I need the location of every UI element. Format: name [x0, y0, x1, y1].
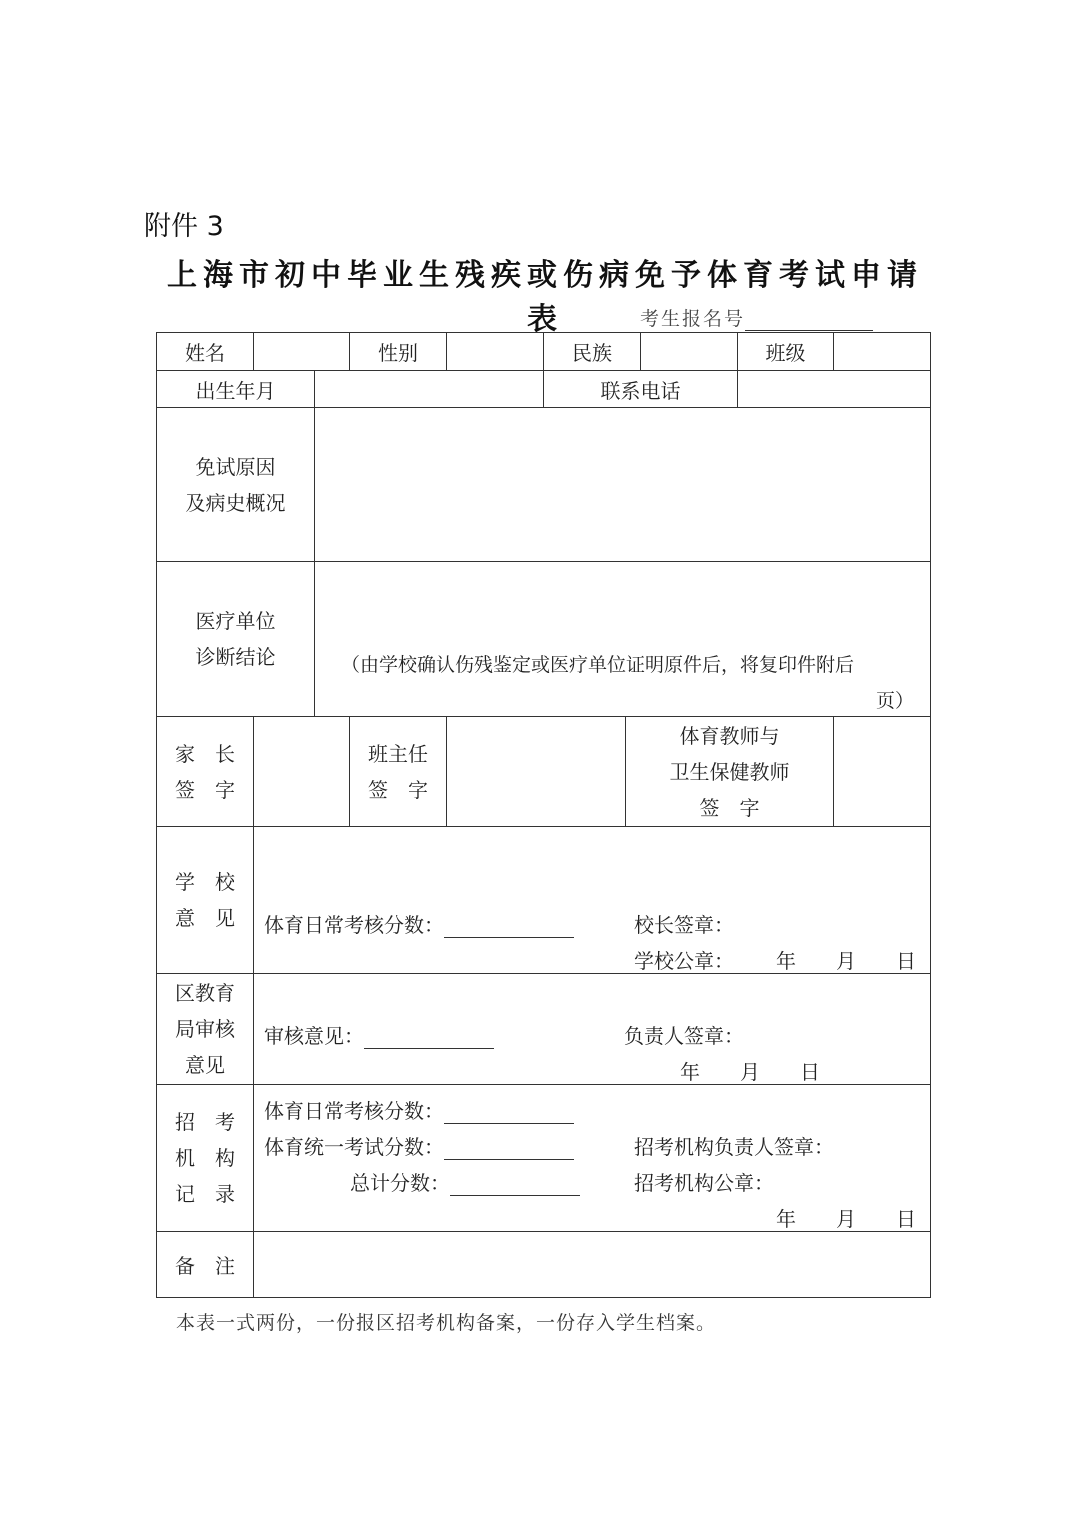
exam-date: 年 月 日: [776, 1207, 916, 1231]
district-opinion-label: 审核意见：: [264, 1024, 364, 1048]
row-signatures: [157, 717, 931, 827]
row-birth-phone: [157, 371, 931, 408]
parent-sign-label: [157, 717, 254, 827]
exam-daily-label: 体育日常考核分数：: [264, 1099, 444, 1123]
school-label: [157, 827, 254, 974]
district-label-line1: 区教育: [175, 981, 235, 1005]
row-basic-info: [157, 333, 931, 371]
district-label: [157, 974, 254, 1085]
remarks-label: 备 注: [157, 1232, 254, 1298]
exam-label: [157, 1085, 254, 1232]
exam-total-label: 总计分数：: [350, 1171, 450, 1195]
reason-label-line1: 免试原因: [195, 454, 276, 479]
form-title: 上海市初中毕业生残疾或伤病免予体育考试申请表: [167, 258, 923, 337]
reason-label: [157, 408, 315, 562]
pe-sign-field[interactable]: [834, 717, 931, 827]
exam-unified-label: 体育统一考试分数：: [264, 1135, 444, 1159]
remarks-field[interactable]: [254, 1232, 931, 1298]
medical-label-line2: 诊断结论: [195, 645, 276, 669]
footer-note: 本表一式两份，一份报区招考机构备案，一份存入学生档案。: [176, 1312, 717, 1334]
medical-note-line2: 页）: [875, 690, 914, 712]
exam-total-field[interactable]: [450, 1177, 580, 1196]
parent-label-line2: 签 字: [175, 777, 235, 802]
ethnicity-field[interactable]: [641, 333, 738, 371]
exam-daily-row: [264, 1095, 574, 1124]
school-score-field[interactable]: [444, 919, 574, 938]
row-school: [157, 827, 931, 974]
teacher-sign-field[interactable]: [447, 717, 626, 827]
exam-record-field[interactable]: [254, 1085, 931, 1232]
school-label-line1: 学 校: [175, 870, 235, 894]
district-opinion-row: [264, 1020, 494, 1049]
reason-label-line2: 及病史概况: [185, 490, 286, 515]
exam-daily-field[interactable]: [444, 1105, 574, 1124]
parent-sign-field[interactable]: [254, 717, 350, 827]
parent-label-line1: 家 长: [175, 741, 235, 766]
school-seal-label: 学校公章：: [634, 949, 734, 973]
pe-label-line1: 体育教师与: [679, 723, 780, 748]
medical-field[interactable]: [315, 562, 931, 717]
district-leader-label: 负责人签章：: [624, 1024, 744, 1048]
phone-label: 联系电话: [544, 371, 738, 408]
birth-label: 出生年月: [157, 371, 315, 408]
medical-note-line1: （由学校确认伤残鉴定或医疗单位证明原件后，将复印件附后: [341, 654, 855, 676]
pe-sign-label: [626, 717, 834, 827]
pe-label-line3: 签 字: [699, 795, 760, 820]
teacher-label-line1: 班主任: [368, 741, 428, 766]
teacher-sign-label: [350, 717, 447, 827]
school-opinion-field[interactable]: [254, 827, 931, 974]
class-label: 班级: [738, 333, 834, 371]
attachment-label: 附件 3: [144, 211, 224, 242]
reg-no-field[interactable]: [745, 312, 873, 331]
school-date: 年 月 日: [776, 949, 916, 973]
school-score-label: 体育日常考核分数：: [264, 913, 444, 937]
school-score-row: [264, 909, 574, 938]
exam-label-line1: 招 考: [175, 1110, 235, 1134]
gender-field[interactable]: [447, 333, 544, 371]
teacher-label-line2: 签 字: [368, 777, 428, 802]
district-opinion-field[interactable]: [254, 974, 931, 1085]
registration-number: [640, 304, 873, 331]
class-field[interactable]: [834, 333, 931, 371]
row-district: [157, 974, 931, 1085]
exam-total-row: [350, 1167, 580, 1196]
name-field[interactable]: [254, 333, 350, 371]
exam-seal-label: 招考机构公章：: [634, 1171, 774, 1195]
application-form: [156, 332, 931, 1298]
birth-field[interactable]: [315, 371, 544, 408]
reg-no-label: 考生报名号: [640, 308, 746, 330]
exam-unified-field[interactable]: [444, 1141, 574, 1160]
principal-sign-label: 校长签章：: [634, 913, 734, 937]
district-opinion-line[interactable]: [364, 1030, 494, 1049]
reason-field[interactable]: [315, 408, 931, 562]
row-reason: [157, 408, 931, 562]
row-medical: [157, 562, 931, 717]
exam-label-line2: 机 构: [175, 1146, 235, 1170]
medical-label-line1: 医疗单位: [195, 609, 276, 633]
district-label-line3: 意见: [185, 1053, 225, 1077]
school-label-line2: 意 见: [175, 906, 235, 930]
district-date: 年 月 日: [680, 1060, 820, 1084]
name-label: 姓名: [157, 333, 254, 371]
district-label-line2: 局审核: [175, 1017, 235, 1041]
ethnicity-label: 民族: [544, 333, 641, 371]
gender-label: 性别: [350, 333, 447, 371]
pe-label-line2: 卫生保健教师: [669, 759, 790, 784]
exam-label-line3: 记 录: [175, 1182, 235, 1206]
row-remarks: [157, 1232, 931, 1298]
medical-label: [157, 562, 315, 717]
exam-leader-label: 招考机构负责人签章：: [634, 1135, 834, 1159]
exam-unified-row: [264, 1131, 574, 1160]
row-exam-record: [157, 1085, 931, 1232]
phone-field[interactable]: [738, 371, 931, 408]
